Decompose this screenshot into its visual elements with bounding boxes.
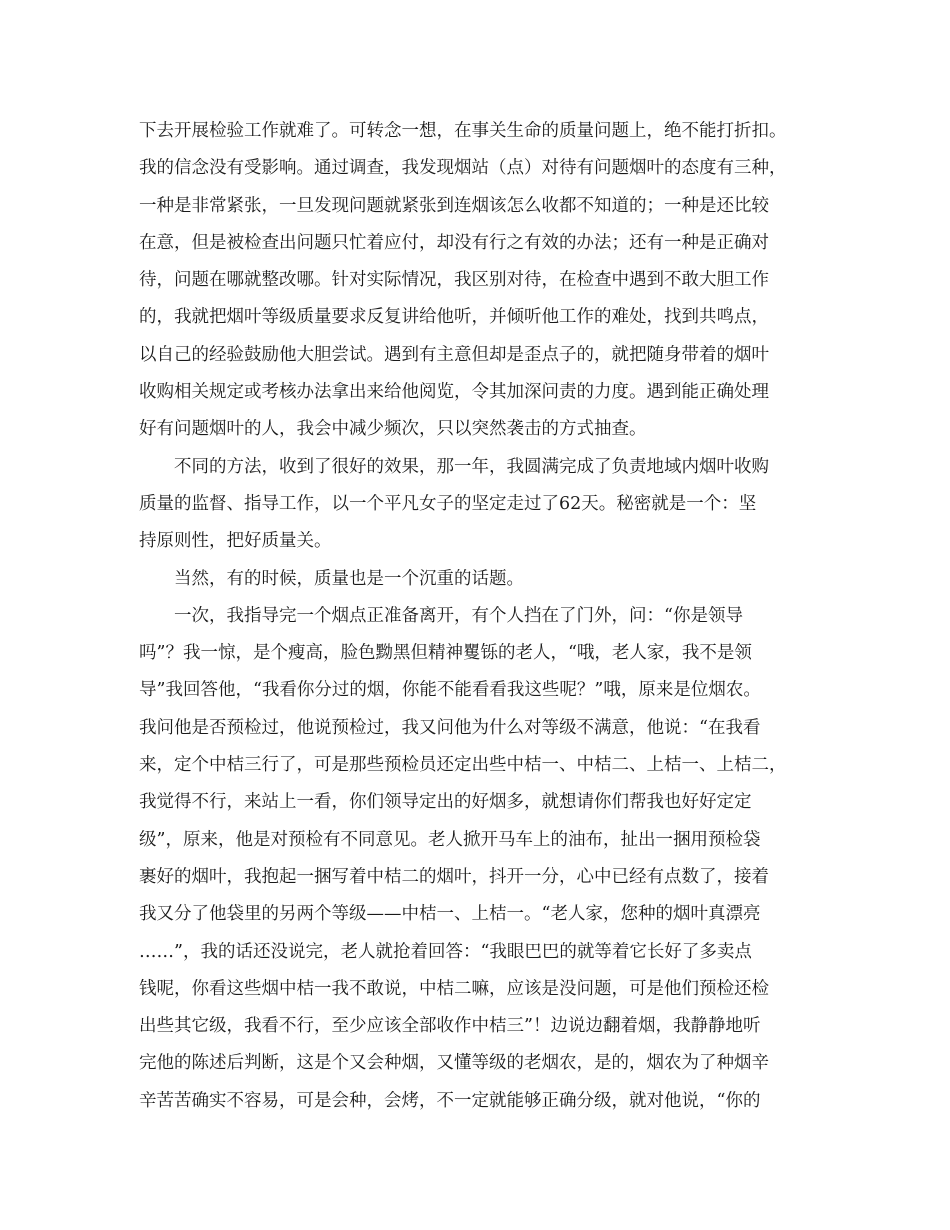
text-line: 一种是非常紧张，一旦发现问题就紧张到连烟该怎么收都不知道的；一种是还比较 [139, 195, 769, 216]
text-line: 以自己的经验鼓励他大胆尝试。遇到有主意但却是歪点子的，就把随身带着的烟叶 [139, 344, 769, 365]
text-line: 不同的方法，收到了很好的效果，那一年，我圆满完成了负责地域内烟叶收购 [174, 456, 769, 477]
text-line: 我问他是否预检过，他说预检过，我又问他为什么对等级不满意，他说：“在我看 [139, 717, 761, 738]
text-line: 级”，原来，他是对预检有不同意见。老人掀开马车上的油布，扯出一捆用预检袋 [139, 829, 761, 850]
text-line: 一次，我指导完一个烟点正准备离开，有个人挡在了门外，问：“你是领导 [174, 605, 743, 626]
text-line: 辛苦苦确实不容易，可是会种，会烤，不一定就能够正确分级，就对他说，“你的 [139, 1090, 761, 1111]
text-line: 裹好的烟叶，我抱起一捆写着中桔二的烟叶，抖开一分，心中已经有点数了，接着 [139, 866, 769, 887]
text-line: 待，问题在哪就整改哪。针对实际情况，我区别对待，在检查中遇到不敢大胆工作 [139, 270, 769, 291]
text-line: 好有问题烟叶的人，我会中减少频次，只以突然袭击的方式抽查。 [139, 419, 647, 440]
text-line: 出些其它级，我看不行，至少应该全部收作中桔三”！边说边翻着烟，我静静地听 [139, 1016, 761, 1037]
text-line: 导”我回答他，“我看你分过的烟，你能不能看看我这些呢？”哦，原来是位烟农。 [139, 680, 761, 701]
text-line: 吗”？我一惊，是个瘦高，脸色黝黑但精神矍铄的老人，“哦，老人家，我不是领 [139, 643, 752, 664]
text-line: 持原则性，把好质量关。 [139, 531, 332, 552]
text-line: 完他的陈述后判断，这是个又会种烟，又懂等级的老烟农，是的，烟农为了种烟辛 [139, 1053, 769, 1074]
text-line: 当然，有的时候，质量也是一个沉重的话题。 [174, 568, 524, 589]
text-line: 钱呢，你看这些烟中桔一我不敢说，中桔二嘛，应该是没问题，可是他们预检还检 [139, 978, 769, 999]
text-line: ……”，我的话还没说完，老人就抢着回答：“我眼巴巴的就等着它长好了多卖点 [139, 941, 752, 962]
text-line: 我的信念没有受影响。通过调查，我发现烟站（点）对待有问题烟叶的态度有三种， [139, 158, 787, 179]
text-line: 我觉得不行，来站上一看，你们领导定出的好烟多，就想请你们帮我也好好定定 [139, 792, 752, 813]
text-line: 收购相关规定或考核办法拿出来给他阅览，令其加深问责的力度。遇到能正确处理 [139, 382, 769, 403]
text-line: 质量的监督、指导工作，以一个平凡女子的坚定走过了62天。秘密就是一个：坚 [139, 493, 757, 514]
text-line: 来，定个中桔三行了，可是那些预检员还定出些中桔一、中桔二、上桔一、上桔二， [139, 755, 787, 776]
text-line: 的，我就把烟叶等级质量要求反复讲给他听，并倾听他工作的难处，找到共鸣点， [139, 307, 769, 328]
body-text [139, 113, 839, 1120]
text-line: 我又分了他袋里的另两个等级——中桔一、上桔一。“老人家，您种的烟叶真漂亮 [139, 904, 761, 925]
text-line: 在意，但是被检查出问题只忙着应付，却没有行之有效的办法；还有一种是正确对 [139, 232, 769, 253]
text-line: 下去开展检验工作就难了。可转念一想，在事关生命的质量问题上，绝不能打折扣。 [139, 121, 787, 141]
